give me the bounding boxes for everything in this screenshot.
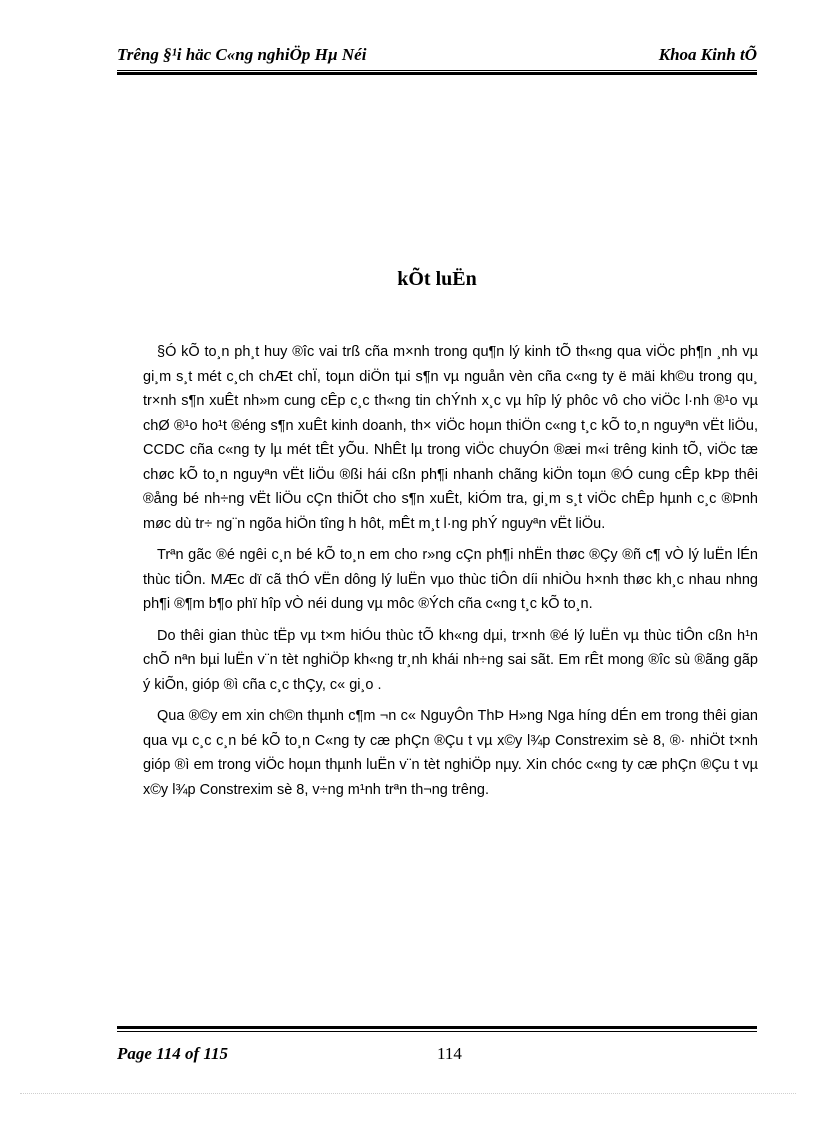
header-rule-thin (117, 70, 757, 71)
footer-page-label: Page 114 of 115 (117, 1044, 228, 1063)
page-header (117, 45, 757, 69)
paragraph-2: Trªn gãc ®é ngêi c¸n bé kÕ to¸n em cho r»ng cÇn ph¶i nhËn thøc ®Çy ®ñ c¶ vÒ lý luËn lÉn thùc tiÔn. MÆc dï cã thÓ vËn dông lý luËn vµo thùc tiÔn díi nhiÒu h×nh thøc kh¸c nhau nhng ph¶i ®¶m b¶o phï hîp vÒ néi dung vµ môc ®Ých cña c«ng t¸c kÕ to¸n. (143, 547, 758, 612)
page-title: kÕt luËn (397, 268, 477, 290)
footer-rule-thick (117, 1026, 757, 1029)
header-rule-thick (117, 72, 757, 75)
page-bottom-border (20, 1093, 796, 1094)
paragraph-4: Qua ®©y em xin ch©n thµnh c¶m ¬n c« NguyÔn ThÞ H»ng Nga híng dÉn em trong thêi gian qua vµ c¸c c¸n bé kÕ to¸n C«ng ty cæ phÇn ®Çu t vµ x©y l¾p Constrexim sè 8, ®· nhiÖt t×nh gióp ®ì em trong viÖc hoµn thµnh luËn v¨n tèt nghiÖp nµy. Xin chóc c«ng ty cæ phÇn ®Çu t vµ x©y l¾p Constrexim sè 8, v÷ng m¹nh trªn th¬ng trêng. (143, 708, 758, 798)
body-text (143, 340, 758, 809)
footer-rule-thin (117, 1031, 757, 1032)
footer-page-number: 114 (437, 1044, 462, 1063)
paragraph-1: §Ó kÕ to¸n ph¸t huy ®îc vai trß cña m×nh trong qu¶n lý kinh tÕ th«ng qua viÖc ph¶n ¸nh vµ gi¸m s¸t mét c¸ch chÆt chÏ, toµn diÖn tµi s¶n vµ nguån vèn cña c«ng ty ë mäi kh©u trong qu¸ tr×nh s¶n xuÊt nh»m cung cÊp c¸c th«ng tin chÝnh x¸c vµ hîp lý phôc vô cho viÖc l·nh ®¹o vµ chØ ®¹o ho¹t ®éng s¶n xuÊt kinh doanh, th× viÖc hoµn thiÖn c«ng t¸c kÕ to¸n nguyªn vËt liÖu, CCDC cña c«ng ty lµ mét tÊt yÕu. NhÊt lµ trong viÖc chuyÓn ®æi m«i trêng kinh tÕ, viÖc tæ chøc kÕ to¸n nguyªn vËt liÖu ®ßi hái cßn ph¶i nhanh chãng kiÖn toµn ®Ó cung cÊp kÞp thêi ®ång bé nh÷ng vËt liÖu cÇn thiÕt cho s¶n xuÊt, kiÓm tra, gi¸m s¸t viÖc chÊp hµnh c¸c ®Þnh møc dù tr÷ ng¨n ngõa hiÖn tîng h hôt, mÊt m¸t l·ng phÝ nguyªn vËt liÖu. (143, 344, 758, 532)
header-faculty: Khoa Kinh tÕ (658, 45, 757, 64)
header-university: Trêng §¹i häc C«ng nghiÖp Hµ Néi (117, 45, 367, 64)
paragraph-3: Do thêi gian thùc tËp vµ t×m hiÓu thùc tÕ kh«ng dµi, tr×nh ®é lý luËn vµ thùc tiÔn cßn h¹n chÕ nªn bµi luËn v¨n tèt nghiÖp kh«ng tr¸nh khái nh÷ng sai sãt. Em rÊt mong ®îc sù ®ãng gãp ý kiÕn, gióp ®ì cña c¸c thÇy, c« gi¸o . (143, 627, 758, 693)
